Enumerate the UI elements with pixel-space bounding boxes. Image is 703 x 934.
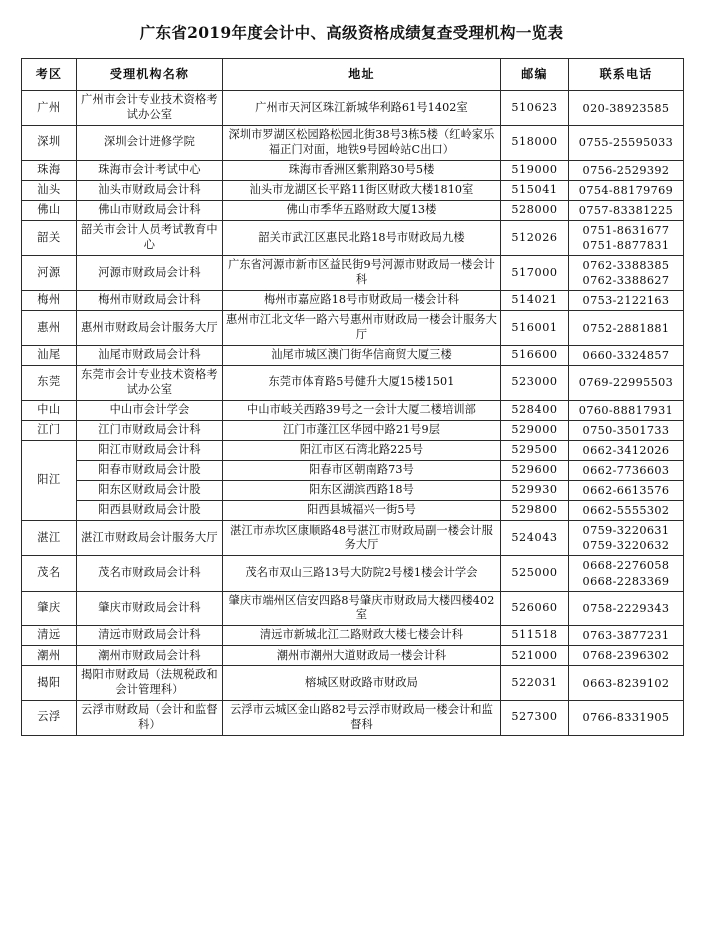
telephone-number: 0753-2122163 [582,294,670,308]
cell-address: 肇庆市端州区信安四路8号肇庆市财政局大楼四楼402室 [223,591,501,626]
cell-organization: 深圳会计进修学院 [77,125,223,160]
cell-telephone [569,180,684,200]
cell-postal-code: 526060 [501,591,569,626]
cell-address: 佛山市季华五路财政大厦13楼 [223,200,501,220]
cell-telephone [569,626,684,646]
telephone-number: 0750-3501733 [582,423,670,437]
cell-address: 潮州市潮州大道财政局一楼会计科 [223,646,501,666]
cell-organization: 茂名市财政局会计科 [77,556,223,591]
cell-organization: 汕尾市财政局会计科 [77,345,223,365]
table-row [22,626,684,646]
cell-organization: 潮州市财政局会计科 [77,646,223,666]
cell-region: 韶关 [22,220,77,255]
cell-address: 梅州市嘉应路18号市财政局一楼会计科 [223,291,501,311]
cell-postal-code: 528000 [501,200,569,220]
cell-postal-code: 514021 [501,291,569,311]
cell-organization: 河源市财政局会计科 [77,256,223,291]
column-header-org: 受理机构名称 [77,59,223,91]
cell-organization: 肇庆市财政局会计科 [77,591,223,626]
telephone-number: 0754-88179769 [578,183,674,197]
cell-address: 阳西县城福兴一街5号 [223,501,501,521]
cell-region: 惠州 [22,311,77,346]
cell-postal-code: 510623 [501,91,569,126]
table-row [22,701,684,736]
cell-organization: 汕头市财政局会计科 [77,180,223,200]
cell-address: 中山市岐关西路39号之一会计大厦二楼培训部 [223,400,501,420]
telephone-number: 0756-2529392 [582,163,670,177]
table-row [22,91,684,126]
cell-postal-code: 529930 [501,481,569,501]
table-row [22,460,684,480]
cell-region: 深圳 [22,125,77,160]
telephone-number: 0662-5555302 [582,504,670,518]
column-header-region: 考区 [22,59,77,91]
table-body [22,91,684,735]
telephone-number: 020-38923585 [582,101,670,115]
cell-organization: 梅州市财政局会计科 [77,291,223,311]
cell-telephone [569,311,684,346]
cell-telephone [569,460,684,480]
cell-organization: 湛江市财政局会计服务大厅 [77,521,223,556]
telephone-number: 0660-3324857 [582,348,670,362]
telephone-number: 0758-2229343 [582,601,670,615]
cell-address: 阳江市区石湾北路225号 [223,440,501,460]
cell-organization: 阳西县财政局会计股 [77,501,223,521]
table-row [22,291,684,311]
cell-telephone [569,501,684,521]
agency-table [21,58,684,735]
cell-postal-code: 516600 [501,345,569,365]
table-header [22,59,684,91]
cell-organization: 东莞市会计专业技术资格考试办公室 [77,366,223,401]
cell-address: 广州市天河区珠江新城华利路61号1402室 [223,91,501,126]
cell-region: 东莞 [22,366,77,401]
cell-organization: 阳江市财政局会计科 [77,440,223,460]
cell-organization: 阳东区财政局会计股 [77,481,223,501]
telephone-number: 0768-2396302 [582,649,670,663]
cell-region: 汕头 [22,180,77,200]
cell-organization: 韶关市会计人员考试教育中心 [77,220,223,255]
cell-postal-code: 517000 [501,256,569,291]
cell-region: 广州 [22,91,77,126]
table-row [22,345,684,365]
cell-postal-code: 519000 [501,160,569,180]
cell-organization: 阳春市财政局会计股 [77,460,223,480]
table-row [22,521,684,556]
cell-telephone [569,701,684,736]
cell-telephone [569,400,684,420]
cell-postal-code: 516001 [501,311,569,346]
page-title: 广东省2019年度会计中、高级资格成绩复查受理机构一览表 [139,23,564,43]
telephone-number: 0762-3388627 [582,274,670,288]
cell-postal-code: 521000 [501,646,569,666]
telephone-number: 0762-3388385 [582,259,670,273]
cell-postal-code: 522031 [501,666,569,701]
cell-address: 惠州市江北文华一路六号惠州市财政局一楼会计服务大厅 [223,311,501,346]
cell-address: 阳东区湖滨西路18号 [223,481,501,501]
table-row [22,180,684,200]
cell-organization: 中山市会计学会 [77,400,223,420]
cell-postal-code: 525000 [501,556,569,591]
table-row [22,366,684,401]
table-row [22,160,684,180]
cell-postal-code: 529600 [501,460,569,480]
column-header-tel: 联系电话 [569,59,684,91]
cell-address: 汕头市龙湖区长平路11街区财政大楼1810室 [223,180,501,200]
telephone-number: 0662-6613576 [582,484,670,498]
telephone-number: 0668-2283369 [582,574,670,588]
cell-organization: 惠州市财政局会计服务大厅 [77,311,223,346]
table-row [22,256,684,291]
telephone-number: 0766-8331905 [582,711,670,725]
cell-organization: 佛山市财政局会计科 [77,200,223,220]
telephone-number: 0752-2881881 [582,321,670,335]
cell-telephone [569,591,684,626]
cell-address: 阳春市区朝南路73号 [223,460,501,480]
cell-address: 广东省河源市新市区益民街9号河源市财政局一楼会计科 [223,256,501,291]
cell-telephone [569,440,684,460]
cell-telephone [569,291,684,311]
cell-telephone [569,666,684,701]
cell-telephone [569,256,684,291]
cell-region: 汕尾 [22,345,77,365]
cell-region: 湛江 [22,521,77,556]
cell-region: 梅州 [22,291,77,311]
cell-telephone [569,366,684,401]
telephone-number: 0757-83381225 [578,203,674,217]
cell-telephone [569,125,684,160]
telephone-number: 0759-3220632 [582,539,670,553]
cell-postal-code: 529000 [501,420,569,440]
table-row [22,501,684,521]
cell-region: 揭阳 [22,666,77,701]
telephone-number: 0769-22995503 [578,376,674,390]
document-page [0,10,703,934]
cell-telephone [569,556,684,591]
cell-address: 云浮市云城区金山路82号云浮市财政局一楼会计和监督科 [223,701,501,736]
cell-telephone [569,481,684,501]
cell-postal-code: 523000 [501,366,569,401]
telephone-number: 0662-7736603 [582,463,670,477]
cell-organization: 江门市财政局会计科 [77,420,223,440]
cell-postal-code: 528400 [501,400,569,420]
table-row [22,666,684,701]
table-row [22,646,684,666]
cell-telephone [569,345,684,365]
cell-telephone [569,160,684,180]
telephone-number: 0763-3877231 [582,629,670,643]
cell-telephone [569,420,684,440]
cell-organization: 清远市财政局会计科 [77,626,223,646]
cell-region: 阳江 [22,440,77,520]
cell-organization: 云浮市财政局（会计和监督科） [77,701,223,736]
cell-region: 清远 [22,626,77,646]
cell-address: 榕城区财政路市财政局 [223,666,501,701]
cell-telephone [569,200,684,220]
cell-postal-code: 515041 [501,180,569,200]
cell-address: 韶关市武江区惠民北路18号市财政局九楼 [223,220,501,255]
cell-postal-code: 527300 [501,701,569,736]
cell-organization: 广州市会计专业技术资格考试办公室 [77,91,223,126]
column-header-address: 地址 [223,59,501,91]
cell-region: 肇庆 [22,591,77,626]
cell-region: 潮州 [22,646,77,666]
telephone-number: 0751-8631677 [582,223,670,237]
table-row [22,400,684,420]
telephone-number: 0755-25595033 [578,136,674,150]
cell-telephone [569,521,684,556]
cell-telephone [569,220,684,255]
telephone-number: 0663-8239102 [582,676,670,690]
cell-address: 湛江市赤坎区康顺路48号湛江市财政局副一楼会计服务大厅 [223,521,501,556]
telephone-number: 0668-2276058 [582,559,670,573]
cell-address: 江门市蓬江区华园中路21号9层 [223,420,501,440]
cell-address: 珠海市香洲区紫荆路30号5楼 [223,160,501,180]
table-row [22,311,684,346]
table-row [22,420,684,440]
cell-address: 汕尾市城区澳门街华信商贸大厦三楼 [223,345,501,365]
cell-telephone [569,646,684,666]
table-row [22,200,684,220]
table-header-row [22,59,684,91]
cell-address: 清远市新城北江二路财政大楼七楼会计科 [223,626,501,646]
cell-address: 茂名市双山三路13号大防院2号楼1楼会计学会 [223,556,501,591]
cell-postal-code: 512026 [501,220,569,255]
cell-organization: 揭阳市财政局（法规税政和会计管理科） [77,666,223,701]
cell-postal-code: 524043 [501,521,569,556]
cell-region: 江门 [22,420,77,440]
cell-telephone [569,91,684,126]
cell-region: 佛山 [22,200,77,220]
column-header-zip: 邮编 [501,59,569,91]
table-row [22,591,684,626]
table-row [22,556,684,591]
cell-postal-code: 518000 [501,125,569,160]
telephone-number: 0662-3412026 [582,443,670,457]
cell-region: 河源 [22,256,77,291]
cell-organization: 珠海市会计考试中心 [77,160,223,180]
table-row [22,440,684,460]
telephone-number: 0751-8877831 [582,238,670,252]
cell-region: 珠海 [22,160,77,180]
telephone-number: 0760-88817931 [578,403,674,417]
cell-region: 茂名 [22,556,77,591]
cell-postal-code: 511518 [501,626,569,646]
agency-table-container [21,58,683,735]
cell-region: 中山 [22,400,77,420]
telephone-number: 0759-3220631 [582,524,670,538]
table-row [22,481,684,501]
cell-address: 深圳市罗湖区松园路松园北街38号3栋5楼（红岭家乐福正门对面，地铁9号园岭站C出口） [223,125,501,160]
cell-address: 东莞市体育路5号健升大厦15楼1501 [223,366,501,401]
cell-postal-code: 529800 [501,501,569,521]
table-row [22,125,684,160]
cell-region: 云浮 [22,701,77,736]
table-row [22,220,684,255]
cell-postal-code: 529500 [501,440,569,460]
